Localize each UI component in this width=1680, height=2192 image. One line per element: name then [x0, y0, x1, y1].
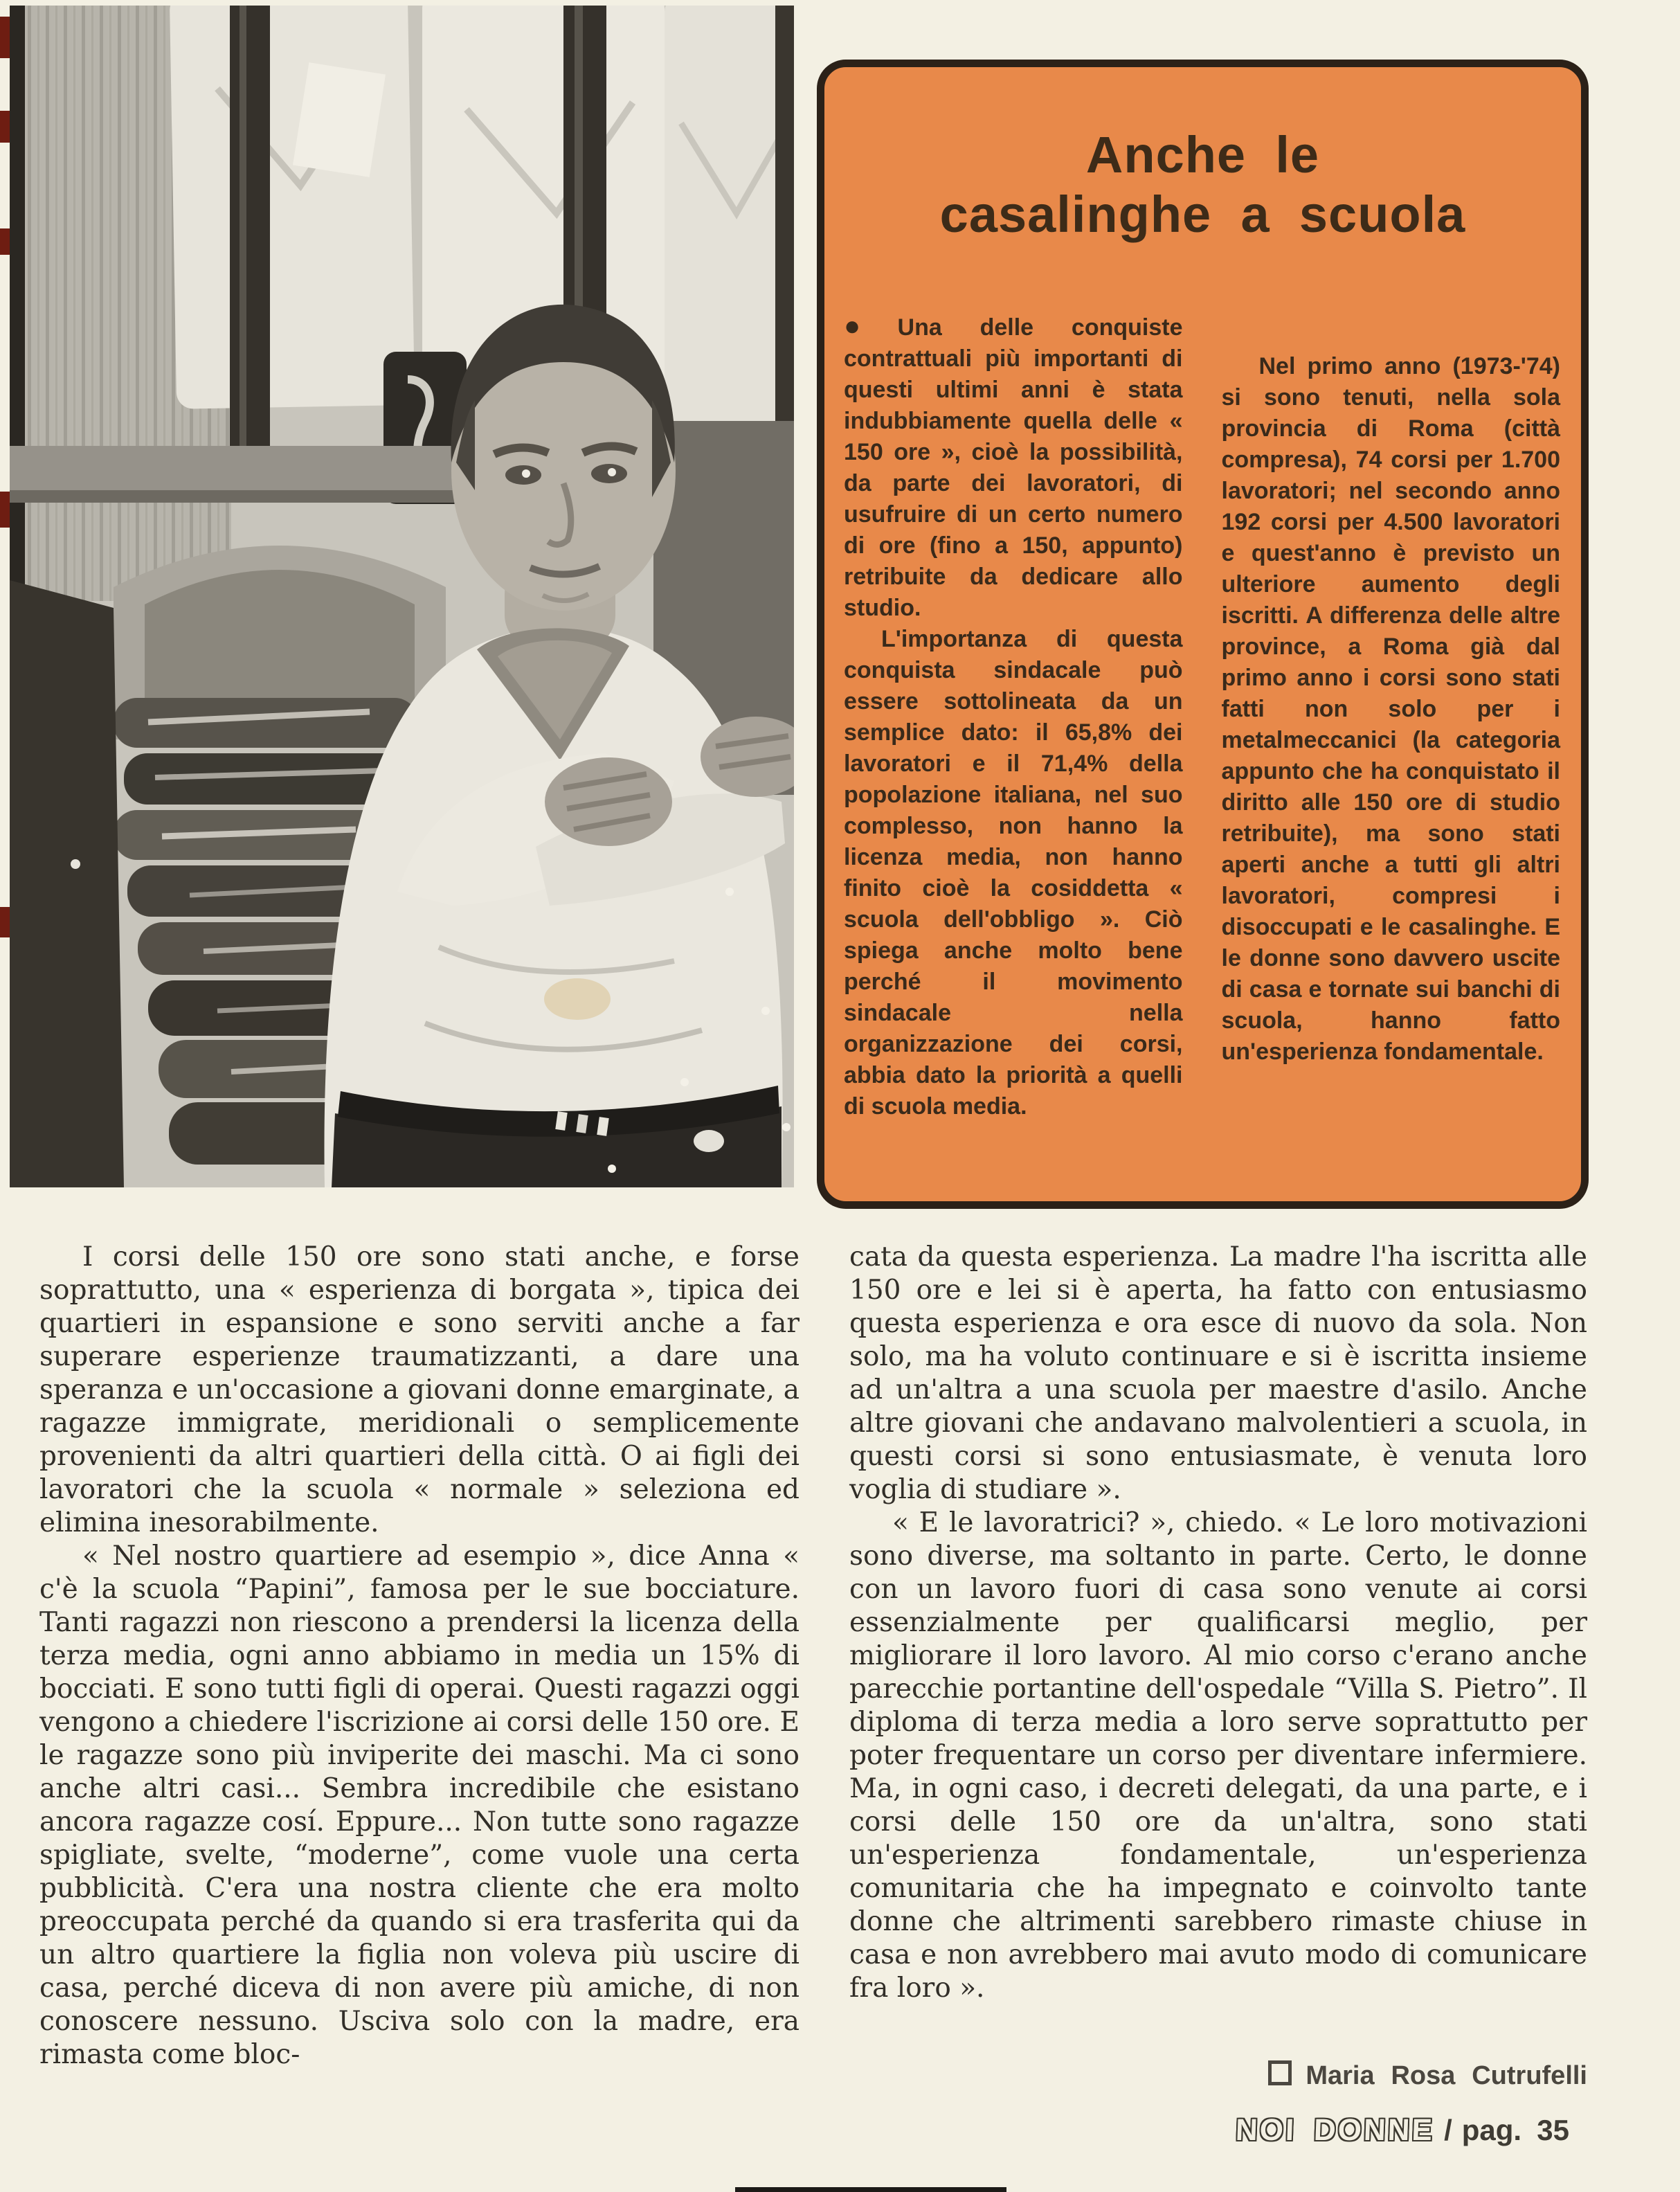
- article-paragraph: « E le lavoratrici? », chiedo. « Le loro motivazioni sono diverse, ma soltanto in parte. Certo, le donne con un lavoro fuori di casa sono venute ai corsi essenzialmente per qualificarsi meglio, per migliorare il loro lavoro. Al mio corso c'erano anche parecchie portantine dell'ospedale “Villa S. Pietro”. Il diploma di terza media a loro serve soprattutto per poter frequentare un corso per diventare infermiere. Ma, in ogni caso, i decreti delegati, da una parte, e i corsi delle 150 ore da un'altra, sono stati un'esperienza fondamentale, un'esperienza comunitaria che ha impegnato e coinvolto tante donne che altrimenti sarebbero rimaste chiuse in casa e non avrebbero mai avuto modo di comunicare fra loro ».: [849, 1507, 1587, 2004]
- box-columns: [844, 311, 1560, 1122]
- footer: [849, 2113, 1569, 2148]
- magazine-logo: NOI DONNE: [1235, 2113, 1435, 2147]
- shop-photo-illustration: [10, 6, 794, 1187]
- scan-mark: [0, 492, 10, 528]
- article-paragraph: cata da questa esperienza. La madre l'ha iscritta alle 150 ore e lei si è aperta, ha fatto con entusiasmo questa esperienza e ora esce di nuovo da sola. Non solo, ma ha voluto continuare e si è iscritta insieme ad un'altra a una scuola per maestre d'asilo. Anche altre giovani che andavano malvolentieri a scuola, in questi corsi si sono entusiasmate, è venuta loro voglia di studiare ».: [849, 1241, 1587, 1505]
- box-title-line1: Anche le: [1085, 126, 1320, 183]
- footer-page-label: pag. 35: [1461, 2114, 1569, 2146]
- box-title: [838, 125, 1567, 244]
- box-paragraph: [844, 311, 1183, 624]
- article-column-right: [849, 1241, 1587, 2005]
- footer-separator: /: [1444, 2114, 1452, 2146]
- box-column-right: [1222, 311, 1561, 1122]
- highlight-box: [817, 60, 1589, 1209]
- article-paragraph: « Nel nostro quartiere ad esempio », dice Anna « c'è la scuola “Papini”, famosa per le sue bocciature. Tanti ragazzi non riescono a prendersi la licenza della terza media, ogni anno abbiamo in media un 15% di bocciati. E sono tutti figli di operai. Questi ragazzi oggi vengono a chiedere l'iscrizione ai corsi delle 150 ore. E le ragazze sono più inviperite dei maschi. Ma ci sono anche altri casi... Sembra incredibile che esistano ancora ragazze cosí. Eppure... Non tutte sono ragazze spigliate, svelte, “moderne”, come vuole una certa pubblicità. C'era una nostra cliente che era molto preoccupata perché da quando si era trasferita qui da un altro quartiere la figlia non voleva più uscire di casa, perché diceva di non avere più amiche, di non conoscere nessuno. Usciva solo con la madre, era rimasta come bloc-: [39, 1540, 800, 2070]
- bullet-icon: ●: [844, 310, 898, 341]
- page-edge-mark: [735, 2187, 1006, 2192]
- byline-author: Maria Rosa Cutrufelli: [1306, 2061, 1587, 2090]
- box-title-line2: casalinghe a scuola: [939, 185, 1466, 243]
- article-paragraph: I corsi delle 150 ore sono stati anche, e forse soprattutto, una « esperienza di borgata », tipica dei quartieri in espansione e sono serviti anche a far superare esperienze traumatizzanti, a dare una speranza e un'occasione a giovani donne emarginate, a ragazze immigrate, meridionali o semplicemente provenienti da altri quartieri della città. O ai figli dei lavoratori che la scuola « normale » seleziona ed elimina inesorabilmente.: [39, 1241, 800, 1538]
- byline-square-icon: [1268, 2060, 1292, 2085]
- scan-mark: [0, 907, 10, 937]
- box-paragraph-text: Una delle conquiste contrattuali più importanti di questi ultimi anni è stata indubbiamente quella delle « 150 ore », cioè la possibilità, da parte dei lavoratori, di usufruire di un certo numero di ore (fino a 150, appunto) retribuite da dedicare allo studio.: [844, 314, 1183, 621]
- box-paragraph: L'importanza di questa conquista sindacale può essere sottolineata da un semplice dato: il 65,8% dei lavoratori e il 71,4% della popolazione italiana, nel suo complesso, non hanno la licenza media, non hanno finito cioè la cosiddetta « scuola dell'obbligo ». Ciò spiega anche molto bene perché il movimento sindacale nella organizzazione dei corsi, abbia dato la priorità a quelli di scuola media.: [844, 625, 1183, 1120]
- byline: [849, 2060, 1587, 2091]
- scan-mark: [0, 228, 10, 255]
- box-paragraph: Nel primo anno (1973-'74) si sono tenuti, nella sola provincia di Roma (città compresa), 74 corsi per 1.700 lavoratori; nel secondo anno 192 corsi per 4.500 lavoratori e quest'anno è previsto un ulteriore aumento degli iscritti. A differenza delle altre province, a Roma già dal primo anno i corsi sono stati fatti non solo per i metalmeccanici (la categoria appunto che ha conquistato il diritto alle 150 ore di studio retribuite), ma sono stati aperti anche a tutti gli altri lavoratori, compresi i disoccupati e le casalinghe. E le donne sono davvero uscite di casa e tornate sui banchi di scuola, hanno fatto un'esperienza fondamentale.: [1221, 352, 1560, 1065]
- shop-photo: [10, 6, 794, 1187]
- scan-mark: [0, 111, 10, 143]
- article-column-left: [39, 1241, 800, 2072]
- scan-mark: [0, 17, 10, 58]
- box-column-left: [844, 311, 1183, 1122]
